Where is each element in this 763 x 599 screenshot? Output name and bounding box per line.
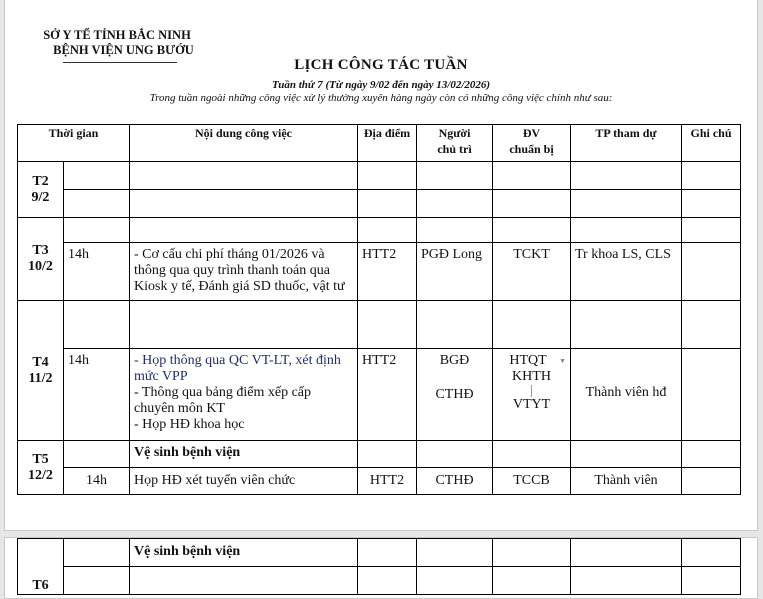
content-line: thông qua quy trình thanh toán qua	[134, 263, 330, 278]
schedule-table	[17, 124, 741, 495]
content-cell	[130, 243, 358, 301]
table-row	[18, 162, 741, 190]
content-cell: Họp HĐ xét tuyển viên chức	[130, 468, 358, 495]
col-content: Nội dung công việc	[130, 125, 358, 162]
col-host-line2: chủ trì	[437, 142, 472, 156]
prep-line: VTYT	[512, 397, 551, 412]
attendees-cell: Tr khoa LS, CLS	[571, 243, 682, 301]
content-line: - Họp thông qua QC VT-LT, xét định	[134, 353, 341, 368]
col-prep	[493, 125, 571, 162]
day-label: T4	[32, 354, 49, 370]
document-page-1	[4, 0, 758, 531]
host-cell: CTHĐ	[417, 468, 493, 495]
prep-cell: TCCB	[493, 468, 571, 495]
time-cell: 14h	[64, 243, 130, 301]
content-cell: Vệ sinh bệnh viện	[130, 441, 358, 468]
host-cell: PGĐ Long	[417, 243, 493, 301]
table-row	[18, 441, 741, 468]
dropdown-marker-icon: ▼	[559, 357, 566, 365]
col-prep-line2: chuẩn bị	[509, 142, 554, 156]
day-date: 12/2	[28, 467, 53, 483]
col-host	[417, 125, 493, 162]
day-date: 10/2	[28, 259, 53, 274]
table-row	[18, 243, 741, 301]
day-label: T3	[32, 243, 49, 258]
table-row	[18, 301, 741, 349]
prep-line: HTQT	[509, 353, 547, 368]
prep-line: KHTH	[512, 369, 551, 384]
content-line: - Thông qua bảng điểm xếp cấp	[134, 385, 312, 400]
col-notes: Ghi chú	[682, 125, 741, 162]
day-label: T2	[32, 173, 49, 189]
table-row	[18, 567, 741, 595]
content-line: - Họp HĐ khoa học	[134, 417, 245, 432]
header-row	[18, 125, 741, 162]
attendees-cell: Thành viên hđ	[571, 349, 682, 441]
time-cell: 14h	[64, 468, 130, 495]
document-page-2	[4, 537, 758, 599]
org-hospital: BỆNH VIỆN UNG BƯỚU	[53, 43, 194, 57]
content-line: Kiosk y tế, Đánh giá SD thuốc, vật tư	[134, 279, 345, 294]
host-line: CTHĐ	[435, 387, 474, 402]
schedule-table-continued	[17, 538, 741, 595]
page-title: LỊCH CÔNG TÁC TUẦN	[294, 57, 468, 73]
content-line: chuyên môn KT	[134, 401, 225, 416]
col-time: Thời gian	[18, 125, 130, 162]
table-row	[18, 349, 741, 441]
table-row	[18, 218, 741, 243]
table-row	[18, 468, 741, 495]
location-cell: HTT2	[358, 349, 417, 441]
location-cell: HTT2	[358, 468, 417, 495]
intro-text: Trong tuần ngoài những công việc xử lý thường xuyên hàng ngày còn có những công việc chính như sau:	[149, 92, 613, 104]
location-cell: HTT2	[358, 243, 417, 301]
col-attendees: TP tham dự	[571, 125, 682, 162]
content-cell	[130, 349, 358, 441]
text-cursor-bar	[531, 385, 532, 397]
day-cell-t6	[18, 539, 64, 595]
day-cell-t4	[18, 301, 64, 441]
table-row	[18, 190, 741, 218]
day-label: T5	[32, 451, 49, 467]
host-cell	[417, 349, 493, 441]
day-date: 11/2	[28, 370, 53, 386]
table-row	[18, 539, 741, 567]
col-prep-line1: ĐV	[522, 126, 541, 140]
content-line: mức VPP	[134, 369, 188, 384]
org-department: SỞ Y TẾ TỈNH BẮC NINH	[43, 28, 191, 42]
host-line: BGĐ	[439, 353, 470, 368]
prep-cell: TCKT	[493, 243, 571, 301]
content-line: - Cơ cấu chi phí tháng 01/2026 và	[134, 247, 325, 262]
day-cell-t5	[18, 441, 64, 495]
attendees-cell: Thành viên	[571, 468, 682, 495]
content-cell: Vệ sinh bệnh viện	[130, 539, 358, 567]
day-cell-t2	[18, 162, 64, 218]
prep-cell	[493, 349, 571, 441]
day-cell-t3	[18, 218, 64, 301]
col-host-line1: Người	[438, 126, 471, 140]
col-location: Địa điểm	[358, 125, 417, 162]
day-label: T6	[32, 578, 49, 593]
time-cell: 14h	[64, 349, 130, 441]
week-range: Tuần thứ 7 (Từ ngày 9/02 đến ngày 13/02/2026)	[271, 79, 491, 91]
day-date: 9/2	[31, 189, 50, 205]
